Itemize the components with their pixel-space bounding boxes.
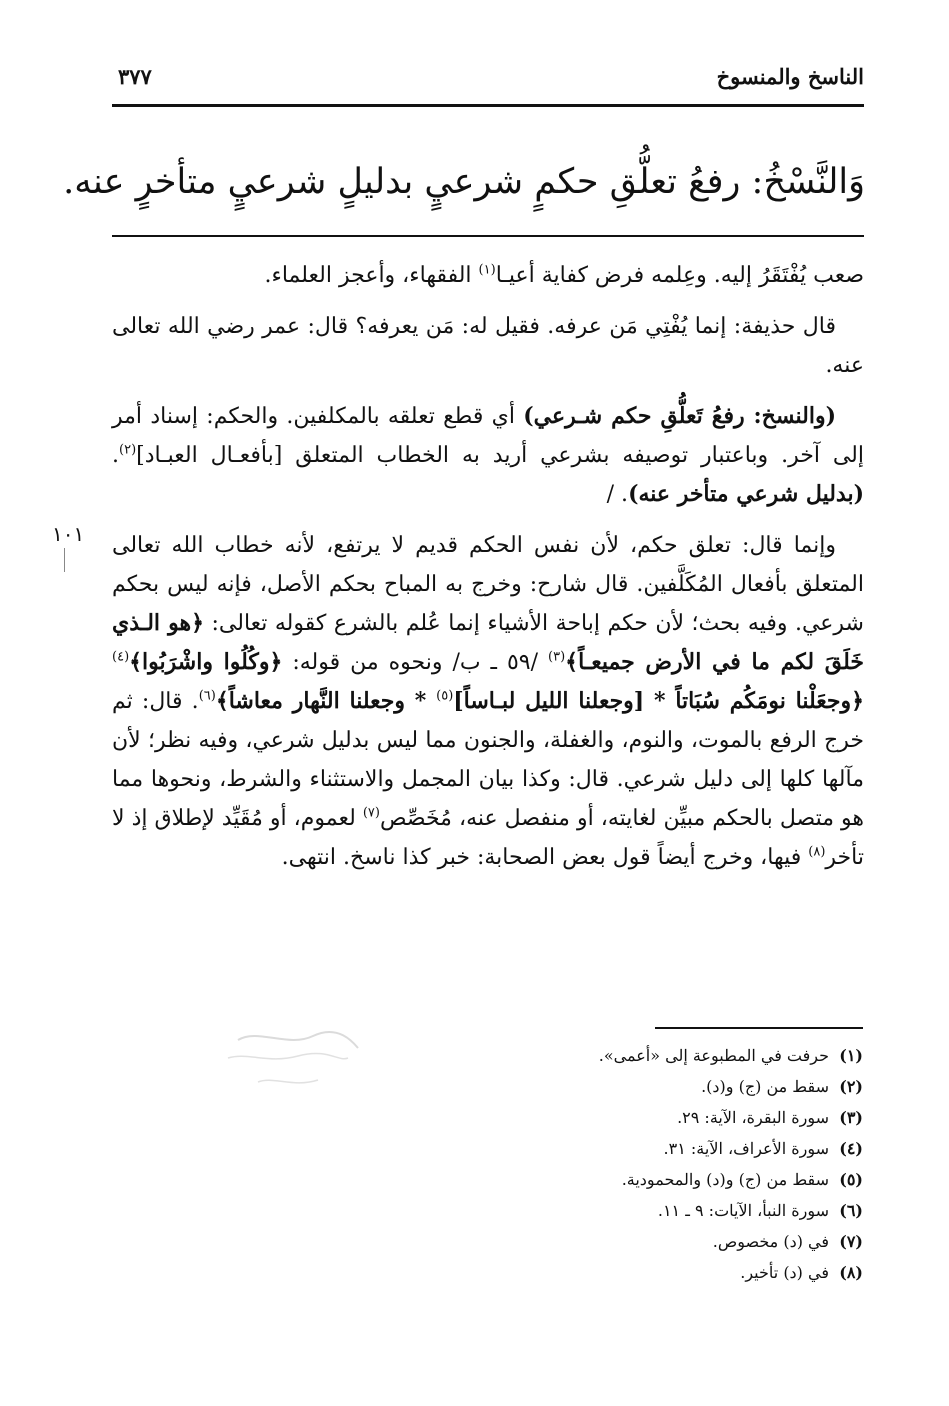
paragraph-4-text-d: . قال: ثم خرج الرفع بالموت، والنوم، والغفلة، والجنون مما ليس بدليل شرعي، وفيه نظر؛ لأن مآلها كلها إلى دليل شرعي. قال: وكذا بيان المجمل والاستثناء والشرط، ونحوها مما هو متصل بالحكم مبيِّن لغايته، أو منفصل عنه، مُخَصِّص <box>112 689 864 831</box>
footnote-text: في (د) تأخير. <box>740 1263 829 1282</box>
page-number: ٣٧٧ <box>118 64 152 89</box>
faint-stamp-mark <box>218 1018 366 1104</box>
paragraph-4-text-b: /٥٩ ـ ب/ ونحوه من قوله: <box>282 650 549 675</box>
lemma-dalil: (بدليل شرعي متأخر عنه) <box>628 481 864 507</box>
footnote-ref-3[interactable]: (٣) <box>548 649 566 665</box>
quran-quote-4: * وجعلنا النَّهار معاشاً﴾ <box>215 688 437 714</box>
footnote-ref-8[interactable]: (٨) <box>808 844 826 860</box>
paragraph-3-text-a: أي قطع تعلقه بالمكلفين. والحكم: إسناد أمر إلى آخر. وباعتبار توصيفه بشرعي أريد به الخطاب المتعلق [بأفعـال العبـاد] <box>112 404 864 468</box>
paragraph-1-text-a: صعب يُفْتَقَرُ إليه. وعِلمه فرض كفاية أعيـا <box>495 263 864 288</box>
footnote-number: (٧) <box>839 1232 863 1251</box>
footnote-ref-2[interactable]: (٢) <box>119 442 137 458</box>
lemma-naskh: (والنسخ: رفعُ تَعلُّقِ حكم شـرعي) <box>523 403 836 429</box>
footnote-8 <box>443 1257 863 1288</box>
quran-quote-1: ﴿هو الـذي خَلَقَ لكم ما في الأرض جميعـاً﴾ <box>112 610 864 675</box>
footnote-number: (٦) <box>839 1201 863 1220</box>
footnote-ref-6[interactable]: (٦) <box>198 688 216 704</box>
footnote-number: (٢) <box>839 1077 863 1096</box>
footnote-5 <box>443 1164 863 1195</box>
margin-tick-mark <box>64 548 65 572</box>
commentary-body <box>112 256 864 889</box>
paragraph-4-text-a: وإنما قال: تعلق حكم، لأن نفس الحكم قديم لا يرتفع، لأنه خطاب الله تعالى المتعلق بأفعال المُكَلَّفين. قال شارح: وخرج به المباح بحكم الأصل، فإنه ليس بحكم شرعي. وفيه بحث؛ لأن حكم إباحة الأشياء إنما عُلم بالشرع كقوله تعالى: <box>112 533 864 636</box>
footnote-divider <box>655 1027 863 1029</box>
footnote-ref-4[interactable]: (٤) <box>112 649 130 665</box>
quran-quote-3: ﴿وجعَلْنا نومَكُم سُبَاتاً * [وجعلنا الليل لبـاساً] <box>453 688 864 714</box>
footnotes-list <box>443 1040 863 1288</box>
footnote-text: في (د) مخصوص. <box>712 1232 829 1251</box>
footnote-4 <box>443 1133 863 1164</box>
footnote-number: (٨) <box>839 1263 863 1282</box>
footnote-ref-5[interactable]: (٥) <box>436 688 454 704</box>
running-header <box>112 62 864 102</box>
footnote-3 <box>443 1102 863 1133</box>
footnote-text: سورة البقرة، الآية: ٢٩. <box>677 1108 829 1127</box>
paragraph-3-text-b: . <box>112 443 119 468</box>
footnote-2 <box>443 1071 863 1102</box>
footnote-text: سورة النبأ، الآيات: ٩ ـ ١١. <box>657 1201 829 1220</box>
matn-divider <box>112 235 864 237</box>
footnote-text: سقط من (ج) و(د). <box>701 1077 829 1096</box>
header-rule <box>112 104 864 107</box>
footnote-ref-7[interactable]: (٧) <box>362 805 380 821</box>
paragraph-3-text-c: . / <box>606 482 629 507</box>
matn-text: وَالنَّسْخُ: رفعُ تعلُّقِ حكمٍ شرعيٍ بدليلٍ شرعيٍ متأخرٍ عنه. <box>63 162 865 202</box>
footnote-ref-1[interactable]: (١) <box>478 262 496 278</box>
footnote-number: (٤) <box>839 1139 863 1158</box>
footnote-number: (٥) <box>839 1170 863 1189</box>
running-title: الناسخ والمنسوخ <box>716 64 864 89</box>
footnote-text: سورة الأعراف، الآية: ٣١. <box>663 1139 829 1158</box>
paragraph-2: قال حذيفة: إنما يُفْتِي مَن عرفه. فقيل له: مَن يعرفه؟ قال: عمر رضي الله تعالى عنه. <box>112 314 864 378</box>
quran-quote-2: ﴿وكُلُوا واشْرَبُوا﴾ <box>129 649 283 675</box>
footnote-1 <box>443 1040 863 1071</box>
paragraph-4-text-f: فيها، وخرج أيضاً قول بعض الصحابة: خبر كذا ناسخ. انتهى. <box>281 845 809 870</box>
footnote-6 <box>443 1195 863 1226</box>
margin-manuscript-folio: ١٠١ <box>52 522 85 546</box>
footnote-7 <box>443 1226 863 1257</box>
footnote-text: سقط من (ج) و(د) والمحمودية. <box>621 1170 829 1189</box>
paragraph-1-text-b: الفقهاء، وأعجز العلماء. <box>264 263 479 288</box>
paragraph-4-text-e: لعموم، أو مُقَيِّد لإطلاق إذ لا تأخر <box>112 806 864 870</box>
footnote-number: (٣) <box>839 1108 863 1127</box>
paragraph-1 <box>112 256 864 295</box>
paragraph-4 <box>112 526 864 877</box>
footnote-text: حرفت في المطبوعة إلى «أعمى». <box>598 1046 829 1065</box>
paragraph-3 <box>112 397 864 514</box>
footnote-number: (١) <box>839 1046 863 1065</box>
